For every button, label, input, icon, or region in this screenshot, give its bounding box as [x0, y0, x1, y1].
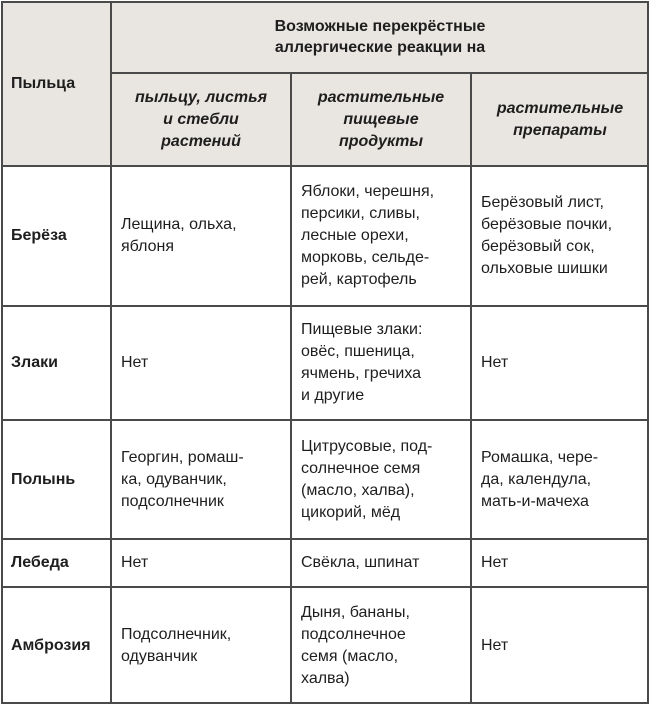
header-plants: пыльцу, листья и стебли растений: [135, 88, 267, 150]
row-pollen-orache: Лебеда: [11, 554, 69, 571]
row-pollen-birch: Берёза: [11, 227, 67, 244]
row-ragweed-food: Дыня, бананы, подсолнечное семя (масло, халва): [301, 603, 410, 687]
grid-line-col2: [290, 73, 292, 704]
header-group-title: Возможные перекрёстные аллергические реакции на: [274, 18, 486, 56]
grid-line-bottom: [1, 702, 649, 704]
row-orache-food: Свёкла, шпинат: [301, 554, 420, 571]
grid-line-top: [1, 1, 649, 3]
grid-line-row1: [1, 165, 649, 167]
grid-line-right: [647, 1, 649, 704]
row-wormwood-plants: Георгин, ромаш- ка, одуванчик, подсолнечник: [121, 448, 244, 510]
grid-line-header-split: [111, 72, 649, 74]
header-food: растительные пищевые продукты: [317, 88, 445, 150]
row-pollen-cereals: Злаки: [11, 354, 58, 371]
grid-line-col1: [110, 1, 112, 704]
allergy-cross-reaction-table: [1, 1, 649, 704]
header-meds: растительные препараты: [496, 99, 624, 139]
row-birch-food: Яблоки, черешня, персики, сливы, лесные орехи, морковь, сельде- рей, картофель: [301, 183, 435, 288]
grid-line-row5: [1, 586, 649, 588]
grid-line-row3: [1, 419, 649, 421]
row-wormwood-meds: Ромашка, чере- да, календула, мать-и-мачеха: [481, 448, 599, 510]
row-orache-meds: Нет: [481, 554, 509, 571]
row-pollen-ragweed: Амброзия: [11, 636, 91, 654]
grid-line-col3: [470, 73, 472, 704]
row-cereals-plants: Нет: [121, 354, 149, 371]
grid-line-left: [1, 1, 3, 704]
row-cereals-meds: Нет: [481, 354, 509, 371]
row-orache-plants: Нет: [121, 554, 149, 571]
header-pollen: Пыльца: [11, 74, 76, 92]
row-ragweed-plants: Подсолнечник, одуванчик: [121, 625, 232, 665]
row-birch-meds: Берёзовый лист, берёзовые почки, берёзовый сок, ольховые шишки: [481, 194, 613, 277]
grid-line-row2: [1, 305, 649, 307]
row-ragweed-meds: Нет: [481, 636, 509, 654]
row-birch-plants: Лещина, ольха, яблоня: [121, 216, 237, 255]
row-pollen-wormwood: Полынь: [11, 470, 76, 488]
row-cereals-food: Пищевые злаки: овёс, пшеница, ячмень, гречиха и другие: [301, 321, 423, 404]
grid-line-row4: [1, 538, 649, 540]
row-wormwood-food: Цитрусовые, под- солнечное семя (масло, халва), цикорий, мёд: [301, 437, 433, 521]
